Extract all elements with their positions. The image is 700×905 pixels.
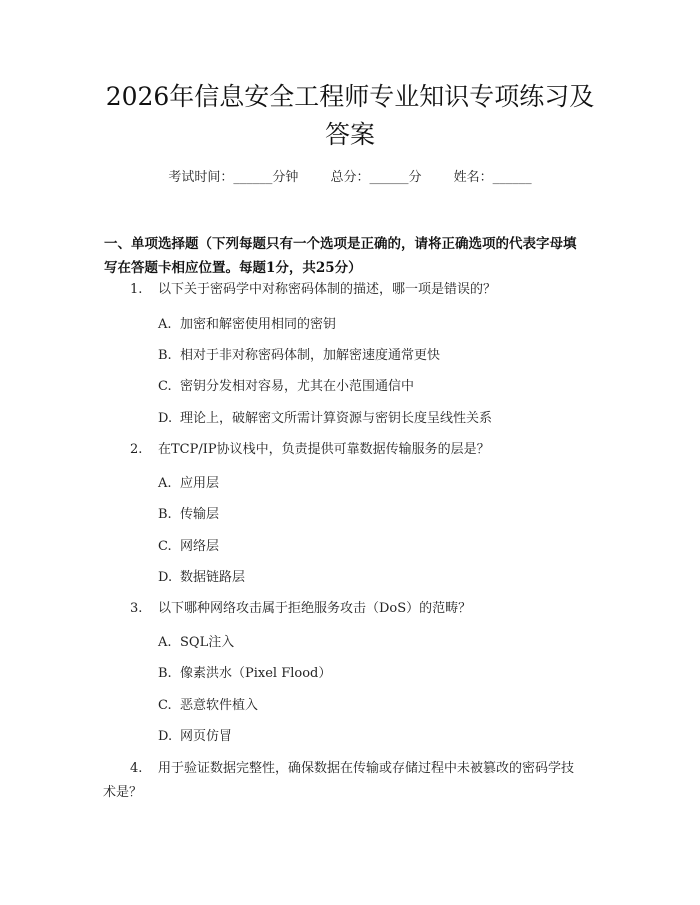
question-3 bbox=[130, 597, 600, 621]
question-number: 3. bbox=[130, 601, 143, 616]
question-1-option-b bbox=[158, 346, 598, 366]
question-3-option-c bbox=[158, 696, 598, 716]
option-text: 理论上，破解密文所需计算资源与密钥长度呈线性关系 bbox=[180, 411, 493, 426]
exam-time-field: 考试时间：______分钟 bbox=[168, 170, 299, 185]
question-number: 4. bbox=[130, 761, 143, 776]
question-1-option-c bbox=[158, 377, 598, 397]
question-number: 2. bbox=[130, 442, 143, 457]
option-text: SQL注入 bbox=[180, 635, 235, 650]
document-title-line2: 答案 bbox=[324, 120, 375, 149]
option-letter: B. bbox=[158, 348, 172, 363]
question-1 bbox=[130, 278, 600, 302]
question-number: 1. bbox=[130, 282, 143, 297]
option-text: 传输层 bbox=[180, 507, 220, 522]
option-text: 相对于非对称密码体制，加解密速度通常更快 bbox=[180, 348, 441, 363]
question-text-line2: 术是？ bbox=[103, 785, 143, 800]
total-score-field: 总分：______分 bbox=[330, 170, 422, 185]
question-text-line1: 用于验证数据完整性，确保数据在传输或存储过程中未被篡改的密码学技 bbox=[158, 761, 575, 776]
question-text: 在TCP/IP协议栈中，负责提供可靠数据传输服务的层是？ bbox=[158, 442, 490, 457]
option-text: 数据链路层 bbox=[180, 570, 246, 585]
document-title-line1: 2026年信息安全工程师专业知识专项练习及 bbox=[105, 82, 595, 111]
option-text: 密钥分发相对容易，尤其在小范围通信中 bbox=[180, 379, 415, 394]
section-heading-line1: 一、单项选择题（下列每题只有一个选项是正确的，请将正确选项的代表字母填 bbox=[104, 236, 577, 252]
question-2-option-d bbox=[158, 568, 598, 588]
option-letter: C. bbox=[158, 698, 172, 713]
option-letter: A. bbox=[158, 635, 172, 650]
question-2 bbox=[130, 438, 600, 462]
document-title bbox=[60, 78, 640, 154]
option-letter: D. bbox=[158, 570, 173, 585]
option-letter: A. bbox=[158, 476, 172, 491]
question-2-option-a bbox=[158, 474, 598, 494]
question-3-option-d bbox=[158, 727, 598, 747]
option-letter: C. bbox=[158, 379, 172, 394]
option-letter: A. bbox=[158, 317, 172, 332]
question-1-option-d bbox=[158, 409, 598, 429]
question-3-option-b bbox=[158, 664, 598, 684]
question-2-option-c bbox=[158, 537, 598, 557]
option-text: 应用层 bbox=[180, 476, 220, 491]
exam-info bbox=[0, 168, 700, 188]
question-text: 以下关于密码学中对称密码体制的描述，哪一项是错误的？ bbox=[158, 282, 497, 297]
question-3-option-a bbox=[158, 633, 598, 653]
option-letter: B. bbox=[158, 507, 172, 522]
option-letter: C. bbox=[158, 539, 172, 554]
option-letter: B. bbox=[158, 666, 172, 681]
option-text: 加密和解密使用相同的密钥 bbox=[180, 317, 337, 332]
option-text: 网络层 bbox=[180, 539, 220, 554]
question-4 bbox=[103, 757, 600, 805]
name-field: 姓名：______ bbox=[453, 170, 532, 185]
section-heading-line2: 写在答题卡相应位置。每题1分，共25分） bbox=[104, 260, 362, 276]
option-text: 恶意软件植入 bbox=[180, 698, 259, 713]
question-2-option-b bbox=[158, 505, 598, 525]
option-text: 像素洪水（Pixel Flood） bbox=[180, 666, 332, 681]
option-letter: D. bbox=[158, 729, 173, 744]
question-1-option-a bbox=[158, 315, 598, 335]
option-text: 网页仿冒 bbox=[180, 729, 233, 744]
option-letter: D. bbox=[158, 411, 173, 426]
question-text: 以下哪种网络攻击属于拒绝服务攻击（DoS）的范畴？ bbox=[158, 601, 472, 616]
section-heading bbox=[104, 232, 604, 280]
